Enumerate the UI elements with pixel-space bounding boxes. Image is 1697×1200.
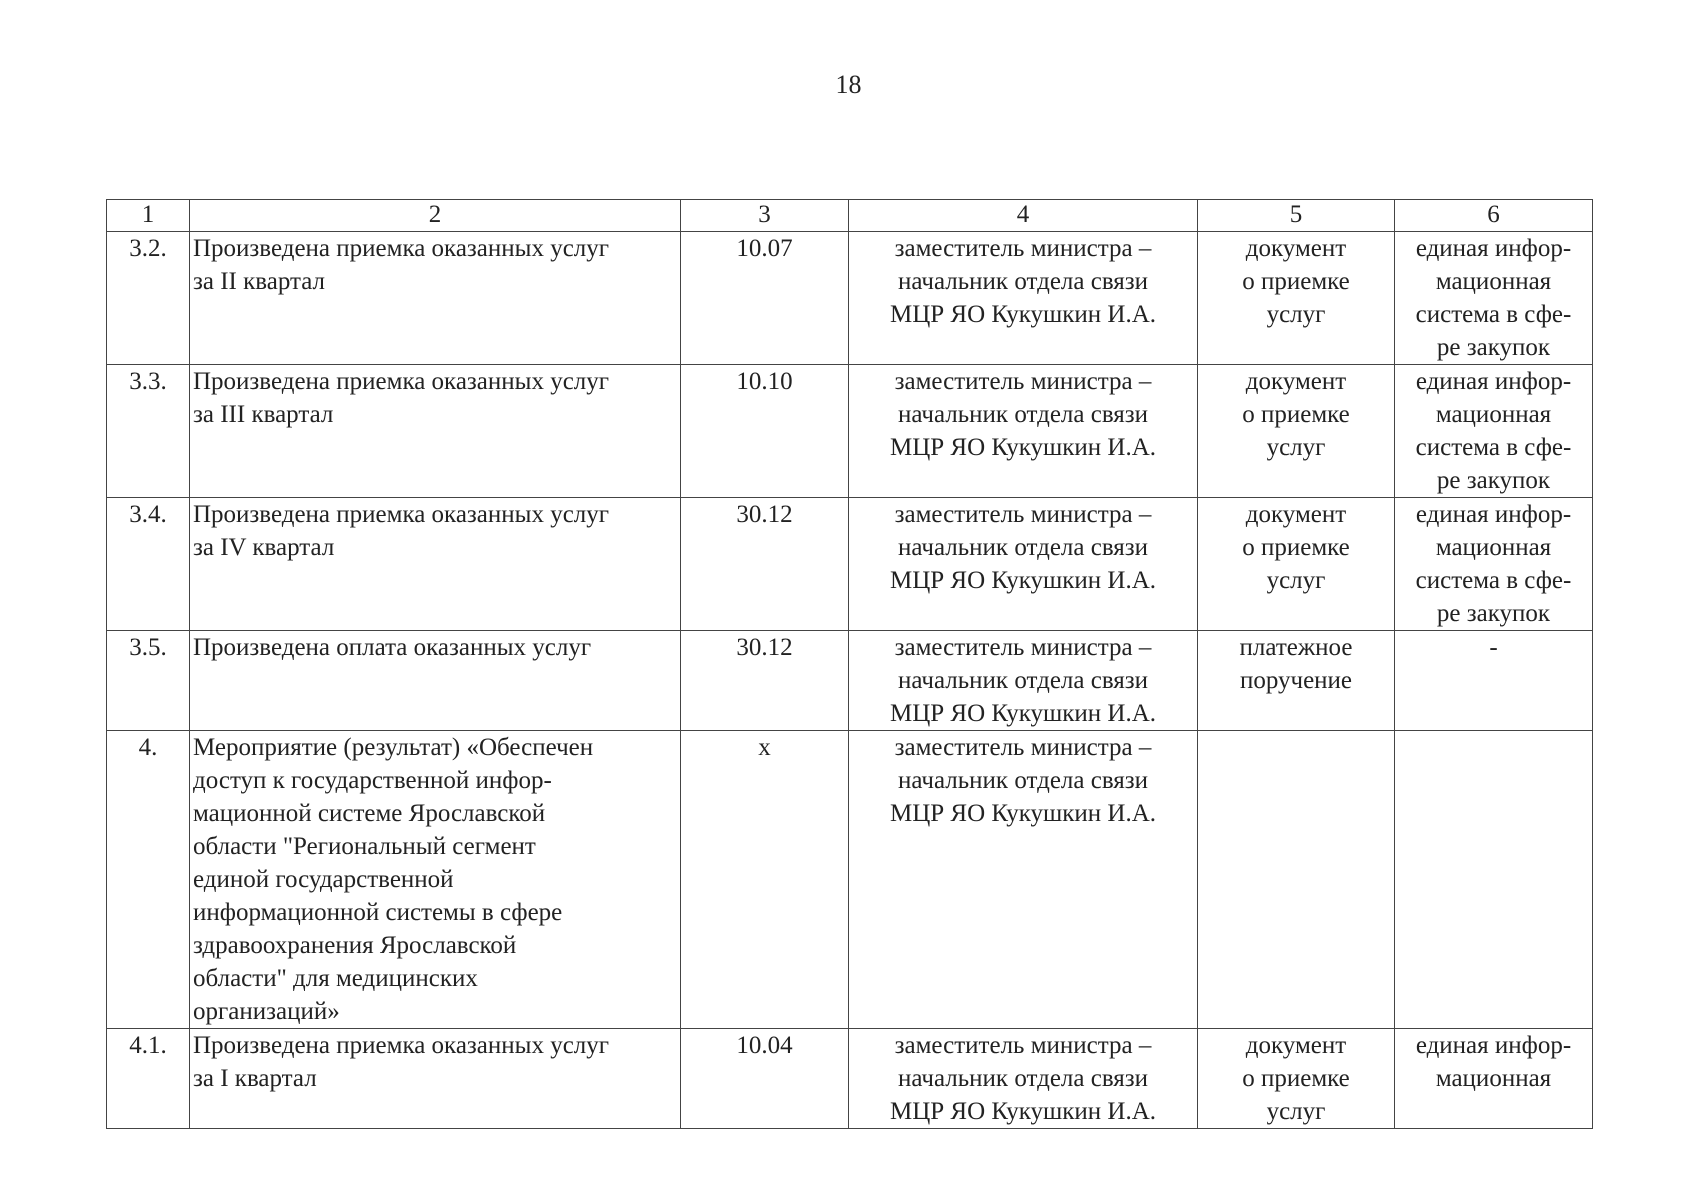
table-row xyxy=(107,731,1593,1029)
description-cell-line: Мероприятие (результат) «Обеспечен xyxy=(193,734,594,761)
responsible-cell xyxy=(849,631,1198,731)
info-system-cell-line: мационная xyxy=(1435,268,1552,295)
info-system-cell xyxy=(1395,232,1593,365)
document-type-cell xyxy=(1198,365,1395,498)
description-cell xyxy=(190,1029,681,1129)
description-cell xyxy=(190,731,681,1029)
description-cell-line: доступ к государственной инфор- xyxy=(193,767,552,794)
document-type-cell-line: о приемке xyxy=(1242,401,1350,428)
info-system-cell-line: мационная xyxy=(1435,1065,1552,1092)
description-cell-line: за I квартал xyxy=(193,1065,317,1092)
deadline-cell: 30.12 xyxy=(681,631,849,731)
document-type-cell-line: о приемке xyxy=(1242,268,1350,295)
deadline-cell: 10.07 xyxy=(681,232,849,365)
description-cell-line: Произведена приемка оказанных услуг xyxy=(193,1032,610,1059)
document-type-cell-line: о приемке xyxy=(1242,534,1350,561)
info-system-cell xyxy=(1395,498,1593,631)
responsible-cell-line: заместитель министра – xyxy=(894,1032,1152,1059)
responsible-cell xyxy=(849,731,1198,1029)
info-system-cell xyxy=(1395,365,1593,498)
document-type-cell-line: услуг xyxy=(1266,1098,1326,1125)
responsible-cell-line: начальник отдела связи xyxy=(897,268,1149,295)
description-cell xyxy=(190,365,681,498)
column-header: 6 xyxy=(1395,200,1593,232)
document-type-cell-line: документ xyxy=(1245,1032,1347,1059)
document-type-cell xyxy=(1198,731,1395,1029)
item-number-cell: 3.4. xyxy=(107,498,190,631)
description-cell-line: области" для медицинских xyxy=(193,965,478,992)
description-cell-line: единой государственной xyxy=(193,866,454,893)
responsible-cell-line: начальник отдела связи xyxy=(897,1065,1149,1092)
description-cell-line: информационной системы в сфере xyxy=(193,899,563,926)
responsible-cell-line: начальник отдела связи xyxy=(897,401,1149,428)
item-number-cell: 3.2. xyxy=(107,232,190,365)
responsible-cell-line: заместитель министра – xyxy=(894,734,1152,761)
responsible-cell-line: МЦР ЯО Кукушкин И.А. xyxy=(889,1098,1156,1125)
deadline-cell: 30.12 xyxy=(681,498,849,631)
responsible-cell xyxy=(849,232,1198,365)
info-system-cell-line: единая инфор- xyxy=(1415,235,1572,262)
table-row xyxy=(107,1029,1593,1129)
info-system-cell-line: ре закупок xyxy=(1436,467,1551,494)
responsible-cell-line: заместитель министра – xyxy=(894,368,1152,395)
info-system-cell-line: - xyxy=(1489,634,1498,661)
column-header: 3 xyxy=(681,200,849,232)
description-cell-line: организаций» xyxy=(193,998,340,1025)
document-type-cell-line: документ xyxy=(1245,501,1347,528)
item-number-cell: 3.3. xyxy=(107,365,190,498)
responsible-cell-line: заместитель министра – xyxy=(894,235,1152,262)
item-number-cell: 3.5. xyxy=(107,631,190,731)
description-cell xyxy=(190,631,681,731)
info-system-cell-line: мационная xyxy=(1435,401,1552,428)
responsible-cell xyxy=(849,498,1198,631)
table-header-row xyxy=(107,200,1593,232)
info-system-cell-line: мационная xyxy=(1435,534,1552,561)
document-type-cell-line: документ xyxy=(1245,368,1347,395)
item-number-cell: 4. xyxy=(107,731,190,1029)
info-system-cell-line: система в сфе- xyxy=(1415,567,1572,594)
deadline-cell: 10.04 xyxy=(681,1029,849,1129)
document-type-cell-line: платежное xyxy=(1239,634,1353,661)
plan-table xyxy=(106,199,1593,1129)
responsible-cell-line: МЦР ЯО Кукушкин И.А. xyxy=(889,434,1156,461)
document-type-cell-line: услуг xyxy=(1266,434,1326,461)
description-cell xyxy=(190,232,681,365)
description-cell-line: за II квартал xyxy=(193,268,326,295)
document-type-cell xyxy=(1198,631,1395,731)
deadline-cell: 10.10 xyxy=(681,365,849,498)
document-type-cell xyxy=(1198,498,1395,631)
document-type-cell-line: о приемке xyxy=(1242,1065,1350,1092)
info-system-cell xyxy=(1395,731,1593,1029)
column-header: 1 xyxy=(107,200,190,232)
document-type-cell xyxy=(1198,232,1395,365)
responsible-cell-line: МЦР ЯО Кукушкин И.А. xyxy=(889,301,1156,328)
info-system-cell-line: система в сфе- xyxy=(1415,434,1572,461)
info-system-cell xyxy=(1395,1029,1593,1129)
column-header: 5 xyxy=(1198,200,1395,232)
info-system-cell-line: единая инфор- xyxy=(1415,501,1572,528)
column-header: 4 xyxy=(849,200,1198,232)
table-row xyxy=(107,365,1593,498)
description-cell-line: за IV квартал xyxy=(193,534,335,561)
table-row xyxy=(107,498,1593,631)
info-system-cell-line: ре закупок xyxy=(1436,334,1551,361)
description-cell-line: Произведена приемка оказанных услуг xyxy=(193,368,610,395)
responsible-cell-line: МЦР ЯО Кукушкин И.А. xyxy=(889,800,1156,827)
description-cell xyxy=(190,498,681,631)
responsible-cell-line: начальник отдела связи xyxy=(897,667,1149,694)
column-header: 2 xyxy=(190,200,681,232)
document-type-cell-line: услуг xyxy=(1266,301,1326,328)
description-cell-line: за III квартал xyxy=(193,401,334,428)
info-system-cell-line: единая инфор- xyxy=(1415,1032,1572,1059)
document-type-cell xyxy=(1198,1029,1395,1129)
description-cell-line: здравоохранения Ярославской xyxy=(193,932,517,959)
responsible-cell-line: МЦР ЯО Кукушкин И.А. xyxy=(889,700,1156,727)
responsible-cell-line: заместитель министра – xyxy=(894,501,1152,528)
description-cell-line: мационной системе Ярославской xyxy=(193,800,546,827)
responsible-cell-line: заместитель министра – xyxy=(894,634,1152,661)
document-type-cell-line: поручение xyxy=(1239,667,1353,694)
description-cell-line: Произведена оплата оказанных услуг xyxy=(193,634,592,661)
description-cell-line: области "Региональный сегмент xyxy=(193,833,536,860)
document-type-cell-line: документ xyxy=(1245,235,1347,262)
table-row xyxy=(107,232,1593,365)
document-type-cell-line: услуг xyxy=(1266,567,1326,594)
info-system-cell xyxy=(1395,631,1593,731)
responsible-cell xyxy=(849,365,1198,498)
info-system-cell-line: система в сфе- xyxy=(1415,301,1572,328)
deadline-cell: x xyxy=(681,731,849,1029)
responsible-cell-line: начальник отдела связи xyxy=(897,767,1149,794)
info-system-cell-line: ре закупок xyxy=(1436,600,1551,627)
responsible-cell-line: начальник отдела связи xyxy=(897,534,1149,561)
responsible-cell xyxy=(849,1029,1198,1129)
item-number-cell: 4.1. xyxy=(107,1029,190,1129)
page-number: 18 xyxy=(835,70,862,99)
description-cell-line: Произведена приемка оказанных услуг xyxy=(193,501,610,528)
responsible-cell-line: МЦР ЯО Кукушкин И.А. xyxy=(889,567,1156,594)
description-cell-line: Произведена приемка оказанных услуг xyxy=(193,235,610,262)
table-row xyxy=(107,631,1593,731)
info-system-cell-line: единая инфор- xyxy=(1415,368,1572,395)
